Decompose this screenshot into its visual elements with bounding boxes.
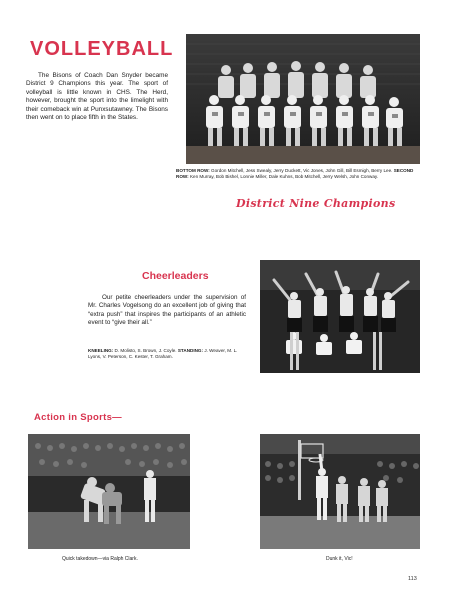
cheerleaders-caption-text-1: D. Molisto, S. Brown, J. Coyle. [113, 348, 177, 353]
cheerleaders-text: Our petite cheerleaders under the supervision of Mr. Charles Vogelsong do an excellent job of giving that “extra push” that inspires the participants of an athletic event to “give their all.” [88, 294, 246, 327]
basketball-photo-art [260, 434, 420, 549]
page-number: 113 [408, 576, 417, 582]
volleyball-caption-text-1: Gordon Mitchell, Jess Swealy, Jerry Duckett, Vic Jones, John Gill, Bill Esmigh, Berry Lee. [209, 168, 393, 173]
wrestling-photo [28, 434, 190, 549]
cheerleaders-title: Cheerleaders [142, 270, 209, 282]
district-champions-heading: District Nine Champions [236, 197, 396, 210]
cheerleaders-caption-text-2: J. Weaver, M. L. Lyons, V. Peterson, C. Kester, T. Graham. [88, 348, 238, 360]
volleyball-caption-text-2: Ken Murray, Bob Bishel, Lonnie Miller, Dale Kuhns, Bob Mitchell, Jerry Welsh, John Conway. [188, 174, 379, 180]
cheerleaders-caption-label-1: KNEELING: [88, 348, 114, 353]
basketball-caption: Dunk it, Vic! [326, 556, 353, 562]
volleyball-caption-label-2: SECOND ROW: [176, 168, 414, 180]
volleyball-team-photo [186, 34, 420, 164]
volleyball-caption-label-1: BOTTOM ROW: [176, 168, 210, 173]
cheerleaders-caption [88, 348, 248, 360]
wrestling-photo-art [28, 434, 190, 549]
volleyball-caption [176, 168, 421, 180]
volleyball-intro: The Bisons of Coach Dan Snyder became District 9 Champions this year. The sport of volleyball is little known in CHS. The Herd, however, brought the sport into the limelight with their comeback win at Punxsutawney. The Bisons then went on to place fifth in the States. [26, 72, 168, 122]
volleyball-team-photo-art [186, 34, 420, 164]
cheerleaders-photo [260, 260, 420, 373]
volleyball-title: VOLLEYBALL [30, 38, 174, 60]
action-in-sports-title: Action in Sports— [34, 412, 122, 423]
cheerleaders-photo-art [260, 260, 420, 373]
cheerleaders-caption-label-2: STANDING: [177, 348, 204, 353]
wrestling-caption: Quick takedown—via Ralph Clark. [62, 556, 138, 562]
basketball-photo [260, 434, 420, 549]
